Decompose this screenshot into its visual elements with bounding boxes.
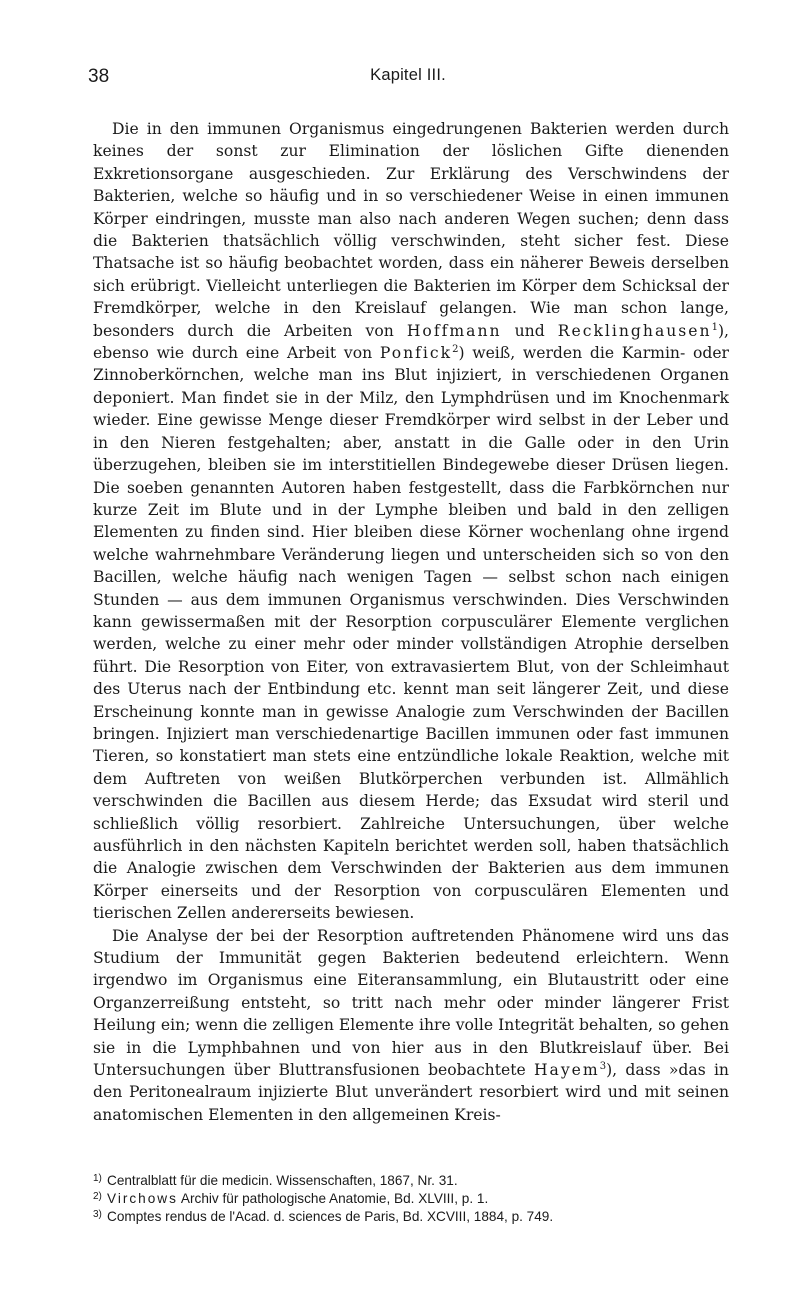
footnote-3: 3) Comptes rendus de l'Acad. d. sciences de Paris, Bd. XCVIII, 1884, p. 749. [93, 1209, 554, 1224]
page-header [88, 66, 728, 96]
footnote-1-text: Centralblatt für die medicin. Wissenschaften, 1867, Nr. 31. [107, 1173, 458, 1188]
paragraph-1 [93, 118, 729, 925]
footnote-1: 1) Centralblatt für die medicin. Wissenschaften, 1867, Nr. 31. [93, 1173, 458, 1188]
paragraph-1-text-3: ), ebenso wie durch eine Arbeit von [93, 321, 729, 363]
paragraph-2-text-2: ), dass »das in den Peritonealraum injizierte Blut unverändert resorbiert wird und mit seinen anatomischen Elementen in den allgemeinen Kreis- [93, 1061, 729, 1124]
paragraph-1-text-1: Die in den immunen Organismus eingedrungenen Bakterien werden durch keines der sonst zur Elimination der löslichen Gifte dienenden Exkretionsorgane ausgeschieden. Zur Erklärung des Verschwindens der Bakterien, welche so häufig und in so verschiedener Weise in einen immunen Körper eindringen, musste man also nach anderen Wegen suchen; denn dass die Bakterien thatsächlich völlig verschwinden, steht sicher fest. Diese Thatsache ist so häufig beobachtet worden, dass ein näherer Beweis derselben sich erübrigt. Vielleicht unterliegen die Bakterien im Körper dem Schicksal der Fremdkörper, welche in den Kreislauf gelangen. Wie man schon lange, besonders durch die Arbeiten von [93, 120, 729, 340]
footnote-2: 2) Virchows Archiv für pathologische Anatomie, Bd. XLVIII, p. 1. [93, 1191, 489, 1206]
paragraph-1-text-2: und [501, 321, 558, 340]
footnote-3-text: Comptes rendus de l'Acad. d. sciences de Paris, Bd. XCVIII, 1884, p. 749. [107, 1209, 554, 1224]
footnote-ref-1: 1 [711, 321, 718, 333]
footnote-ref-3: 3 [599, 1061, 607, 1073]
running-head: Kapitel III. [370, 66, 446, 84]
paragraph-2 [93, 925, 729, 1127]
footnotes [93, 1172, 733, 1226]
footnote-2-text: Archiv für pathologische Anatomie, Bd. XLVIII, p. 1. [177, 1191, 489, 1206]
paragraph-1-text-4: ) weiß, werden die Karmin- oder Zinnoberkörnchen, welche man ins Blut injiziert, in verschiedenen Organen deponiert. Man findet sie in der Milz, den Lymphdrüsen und im Knochenmark wieder. Eine gewisse Menge dieser Fremdkörper wird selbst in der Leber und in den Nieren festgehalten; aber, anstatt in die Galle oder in den Urin überzugehen, bleiben sie im interstitiellen Bindegewebe dieser Drüsen liegen. Die soeben genannten Autoren haben festgestellt, dass die Farbkörnchen nur kurze Zeit im Blute und in der Lymphe bleiben und bald in den zelligen Elementen zu finden sind. Hier bleiben diese Körner wochenlang ohne irgend welche wahrnehmbare Veränderung liegen und unterscheiden sich so von den Bacillen, welche häufig nach wenigen Tagen — selbst schon nach einigen Stunden — aus dem immunen Organismus verschwinden. Dies Verschwinden kann gewissermaßen mit der Resorption corpusculärer Elemente verglichen werden, welche zu einer mehr oder minder vollständigen Atrophie derselben führt. Die Resorption von Eiter, von extravasiertem Blut, von der Schleimhaut des Uterus nach der Entbindung etc. kennt man seit längerer Zeit, und diese Erscheinung konnte man in gewisse Analogie zum Verschwinden der Bacillen bringen. Injiziert man verschiedenartige Bacillen immunen oder fast immunen Tieren, so konstatiert man stets eine entzündliche lokale Reaktion, welche mit dem Auftreten von weißen Blutkörperchen verbunden ist. Allmählich verschwinden die Bacillen aus diesem Herde; das Exsudat wird steril und schließlich völlig resorbiert. Zahlreiche Untersuchungen, über welche ausführlich in den nächsten Kapiteln berichtet werden soll, haben thatsächlich die Analogie zwischen dem Verschwinden der Bakterien aus dem immunen Körper einerseits und der Resorption von corpusculären Elementen und tierischen Zellen andererseits bewiesen. [93, 344, 729, 923]
author-ponfick: Ponfick [379, 344, 453, 363]
footnote-ref-2: 2 [452, 344, 459, 356]
paragraph-2-text-1: Die Analyse der bei der Resorption auftretenden Phänomene wird uns das Studium der Immunität gegen Bakterien bedeutend erleichtern. Wenn irgendwo im Organismus eine Eiteransammlung, ein Blutaustritt oder eine Organzerreißung entsteht, so tritt nach mehr oder minder längerer Frist Heilung ein; wenn die zelligen Elemente ihre volle Integrität behalten, so gehen sie in die Lymphbahnen und von hier aus in den Blutkreislauf über. Bei Untersuchungen über Bluttransfusionen beobachtete [93, 926, 729, 1080]
body-text [93, 118, 729, 1126]
author-hoffmann: Hoffmann [406, 321, 502, 340]
footnote-2-author: Virchows [107, 1191, 178, 1206]
author-recklinghausen: Recklinghausen [557, 321, 712, 340]
page-number: 38 [88, 66, 110, 87]
author-hayem: Hayem [533, 1061, 600, 1080]
